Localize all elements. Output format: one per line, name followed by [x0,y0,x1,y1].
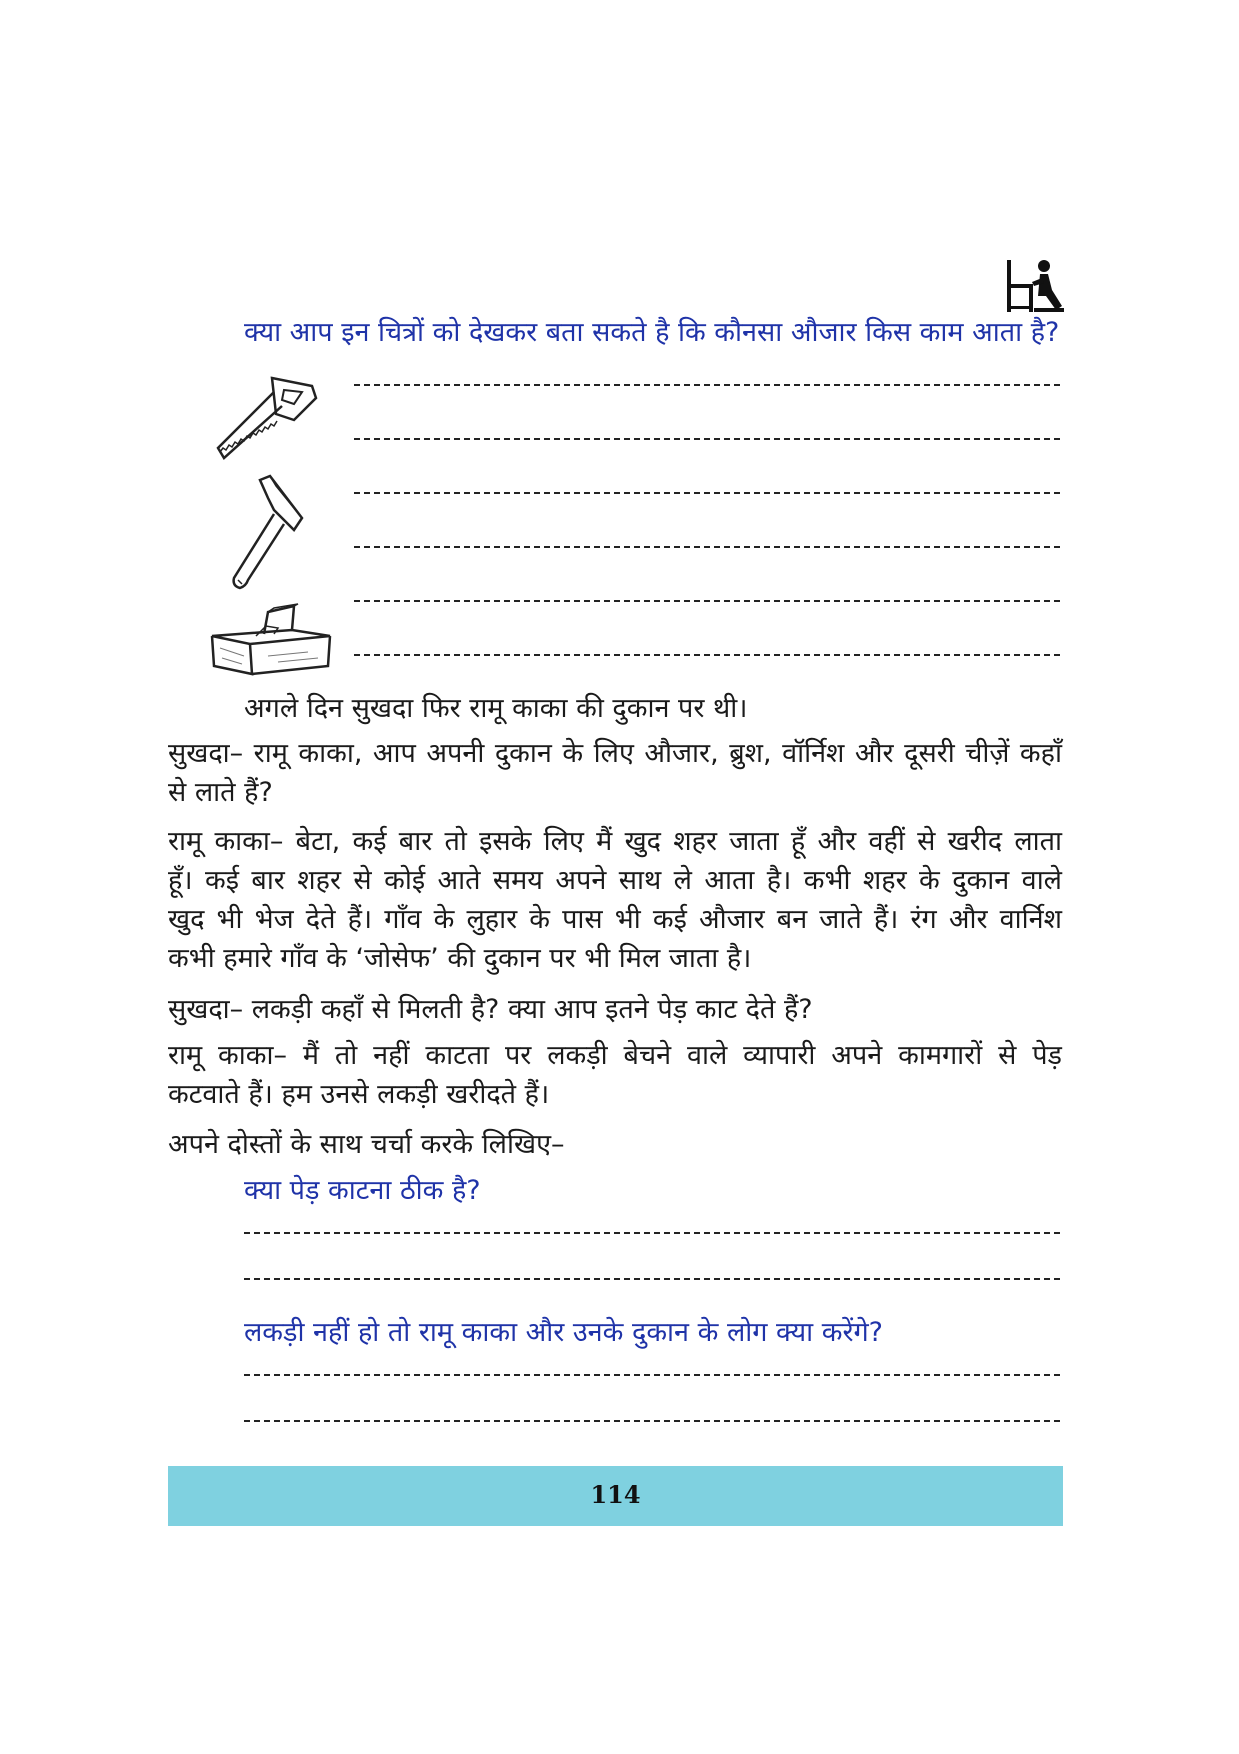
question-no-wood: लकड़ी नहीं हो तो रामू काका और उनके दुकान के लोग क्या करेंगे? [244,1317,884,1348]
carpenter-at-work-icon [1004,256,1068,316]
answer-line[interactable] [354,600,1060,602]
page-number: 114 [590,1480,641,1509]
answer-line[interactable] [244,1374,1060,1376]
dialogue-line: रामू काका– बेटा, कई बार तो इसके लिए मैं खुद शहर जाता हूँ और वहीं से खरीद लाता [168,826,1062,857]
answer-line[interactable] [354,384,1060,386]
answer-line[interactable] [244,1232,1060,1234]
dialogue-line: हूँ। कई बार शहर से कोई आते समय अपने साथ ले आता है। कभी शहर के दुकान वाले [168,865,1062,896]
dialogue-line: खुद भी भेज देते हैं। गाँव के लुहार के पास भी कई औजार बन जाते हैं। रंग और वार्निश [168,904,1062,935]
dialogue-line: कभी हमारे गाँव के ‘जोसेफ’ की दुकान पर भी मिल जाता है। [168,943,752,974]
answer-line[interactable] [354,492,1060,494]
plane-icon [208,600,338,680]
answer-line[interactable] [354,654,1060,656]
intro-line: अगले दिन सुखदा फिर रामू काका की दुकान पर थी। [244,693,748,724]
dialogue-line: सुखदा– रामू काका, आप अपनी दुकान के लिए औजार, ब्रुश, वॉर्निश और दूसरी चीज़ें कहाँ [168,738,1062,769]
dialogue-sukhda-2 [168,990,1062,1029]
dialogue-line: कटवाते हैं। हम उनसे लकड़ी खरीदते हैं। [168,1079,550,1110]
dialogue-ramu-1 [168,822,1062,978]
dialogue-ramu-2 [168,1036,1062,1114]
question-tools-usage: क्या आप इन चित्रों को देखकर बता सकते है कि कौनसा औजार किस काम आता है? [244,317,1060,348]
footer-band [168,1466,1063,1526]
answer-line[interactable] [244,1278,1060,1280]
answer-line[interactable] [244,1420,1060,1422]
dialogue-line: से लाते हैं? [168,777,273,808]
saw-icon [212,368,322,466]
answer-line[interactable] [354,438,1060,440]
dialogue-line: सुखदा– लकड़ी कहाँ से मिलती है? क्या आप इतने पेड़ काट देते हैं? [168,994,813,1025]
instruction-discuss: अपने दोस्तों के साथ चर्चा करके लिखिए– [168,1129,565,1160]
hammer-icon [224,474,314,594]
dialogue-line: रामू काका– मैं तो नहीं काटता पर लकड़ी बेचने वाले व्यापारी अपने कामगारों से पेड़ [168,1040,1062,1071]
question-cutting-trees: क्या पेड़ काटना ठीक है? [244,1175,481,1206]
answer-line[interactable] [354,546,1060,548]
dialogue-sukhda-1 [168,734,1062,812]
